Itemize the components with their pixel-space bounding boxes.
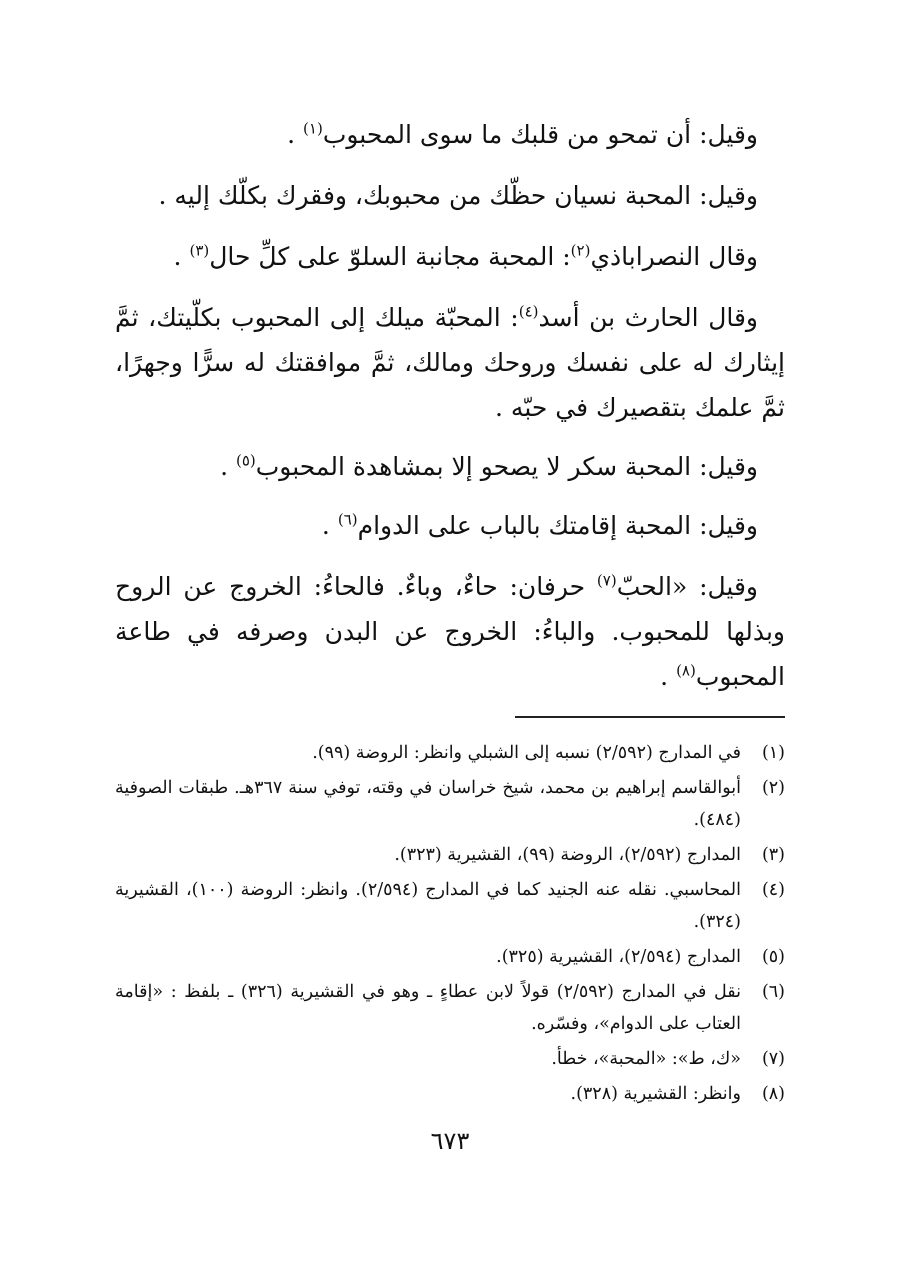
footnote-6 <box>115 976 785 1040</box>
footnote-ref[interactable]: (١) <box>303 119 323 138</box>
footnote-2 <box>115 772 785 836</box>
footnote-number: (٢) <box>761 778 785 798</box>
paragraph-text: وقيل: المحبة سكر لا يصحو إلا بمشاهدة المحبوب <box>255 452 758 481</box>
footnote-4 <box>115 874 785 938</box>
paragraph-text: وقيل: المحبة إقامتك بالباب على الدوام <box>357 511 758 540</box>
footnote-number: (٣) <box>761 845 785 865</box>
footnote-3 <box>115 839 785 871</box>
footnote-8 <box>115 1078 785 1110</box>
paragraph-text: وقال النصراباذي <box>590 242 758 271</box>
footnote-7 <box>115 1043 785 1075</box>
footnote-text: المدارج (٢/٥٩٢)، الروضة (٩٩)، القشيرية (٣٢٣). <box>394 845 741 865</box>
page-number: ٦٧٣ <box>430 1127 470 1155</box>
footnote-ref[interactable]: (٤) <box>518 302 539 321</box>
paragraph-tail: . <box>173 242 190 271</box>
footnote-ref[interactable]: (٥) <box>235 451 256 470</box>
footnote-number: (٨) <box>761 1084 785 1104</box>
footnote-5 <box>115 941 785 973</box>
footnote-ref[interactable]: (٦) <box>337 510 358 529</box>
paragraph-7 <box>115 564 785 699</box>
main-text <box>115 112 785 699</box>
footnote-number: (١) <box>761 743 785 763</box>
footnote-text: المدارج (٢/٥٩٤)، القشيرية (٣٢٥). <box>496 947 741 967</box>
footnote-ref[interactable]: (٢) <box>570 241 591 260</box>
paragraph-3 <box>115 234 785 279</box>
paragraph-text: وقيل: المحبة نسيان حظّك من محبوبك، وفقرك بكلّك إليه . <box>158 181 758 210</box>
footnote-number: (٥) <box>761 947 785 967</box>
footnote-text: في المدارج (٢/٥٩٢) نسبه إلى الشبلي وانظر: الروضة (٩٩). <box>312 743 741 763</box>
paragraph-tail: . <box>220 452 236 481</box>
footnote-number: (٦) <box>761 982 785 1002</box>
footnote-divider <box>515 716 785 718</box>
paragraph-text: وقيل: «الحبّ <box>616 572 758 601</box>
paragraph-2 <box>115 173 785 218</box>
footnote-1 <box>115 737 785 769</box>
footnote-text: وانظر: القشيرية (٣٢٨). <box>570 1084 741 1104</box>
paragraph-text: وقال الحارث بن أسد <box>538 303 759 332</box>
footnote-ref[interactable]: (٧) <box>596 571 617 590</box>
paragraph-tail: . <box>660 662 677 691</box>
footnotes <box>115 737 785 1113</box>
paragraph-tail: . <box>287 120 304 149</box>
paragraph-tail: . <box>321 511 338 540</box>
footnote-text: «ك، ط»: «المحبة»، خطأ. <box>551 1049 741 1069</box>
footnote-text: المحاسبي. نقله عنه الجنيد كما في المدارج (٢/٥٩٤). وانظر: الروضة (١٠٠)، القشيرية (٣٢٤). <box>115 880 741 932</box>
paragraph-text-cont: حرفان: حاءٌ، وباءٌ. فالحاءُ: الخروج عن الروح وبذلها للمحبوب. والباءُ: الخروج عن البدن وصرفه في طاعة المحبوب <box>115 572 785 691</box>
paragraph-text: وقيل: أن تمحو من قلبك ما سوى المحبوب <box>322 120 758 149</box>
paragraph-4 <box>115 295 785 430</box>
footnote-text: أبوالقاسم إبراهيم بن محمد، شيخ خراسان في وقته، توفي سنة ٣٦٧هـ. طبقات الصوفية (٤٨٤). <box>115 778 741 830</box>
paragraph-text-cont: : المحبّة ميلك إلى المحبوب بكلّيتك، ثمَّ إيثارك له على نفسك وروحك ومالك، ثمَّ موافقتك له سرًّا وجهرًا، ثمَّ علمك بتقصيرك في حبّه . <box>115 303 785 422</box>
footnote-ref[interactable]: (٣) <box>189 241 210 260</box>
paragraph-5 <box>115 444 785 489</box>
footnote-number: (٧) <box>761 1049 785 1069</box>
paragraph-6 <box>115 503 785 548</box>
footnote-number: (٤) <box>761 880 785 900</box>
footnote-ref[interactable]: (٨) <box>676 661 696 680</box>
paragraph-text-cont: : المحبة مجانبة السلوّ على كلِّ حال <box>209 242 571 271</box>
paragraph-1 <box>115 112 785 157</box>
footnote-text: نقل في المدارج (٢/٥٩٢) قولاً لابن عطاءٍ ـ وهو في القشيرية (٣٢٦) ـ بلفظ : «إقامة العتاب على الدوام»، وفسّره. <box>115 982 741 1034</box>
